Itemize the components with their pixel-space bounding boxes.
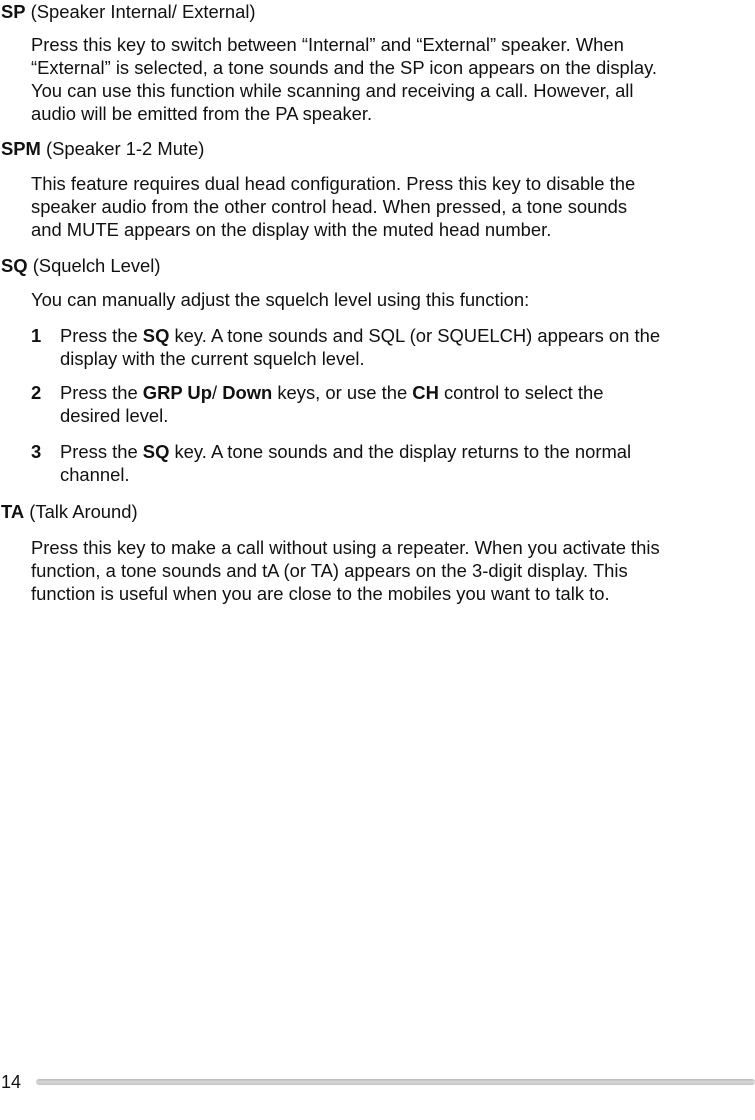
entry-key-sp: SP [1, 1, 26, 22]
step-text-1 [60, 324, 755, 370]
step-number-3: 3 [31, 441, 42, 462]
step-1-rest: key. A tone sounds and SQL (or SQUELCH) appears on the display with the current squelch level. [60, 325, 661, 369]
entry-heading-sp [1, 0, 256, 23]
entry-paragraph-sq: You can manually adjust the squelch level using this function: [31, 289, 530, 310]
step-2-pre: Press the [60, 382, 143, 403]
step-3-pre: Press the [60, 441, 143, 462]
entry-paragraph-spm: This feature requires dual head configuration. Press this key to disable the speaker audio from the other control head. When pressed, a tone sounds and MUTE appears on the display with the muted head number. [31, 173, 636, 240]
step-2-key-down: Down [222, 382, 273, 403]
page-number: 14 [1, 1072, 22, 1092]
entry-key-spm: SPM [1, 138, 41, 159]
entry-paragraph-sp: Press this key to switch between “Internal” and “External” speaker. When “External” is selected, a tone sounds and the SP icon appears on the display. You can use this function while scanning and receiving a call. However, all audio will be emitted from the PA speaker. [31, 34, 658, 124]
entry-desc-sp: (Speaker Internal/ External) [25, 1, 256, 22]
step-3-key-sq: SQ [142, 441, 170, 462]
step-3-rest: key. A tone sounds and the display returns to the normal channel. [60, 441, 632, 485]
entry-key-sq: SQ [1, 255, 28, 276]
step-1-key-sq: SQ [142, 325, 170, 346]
entry-heading-spm [1, 137, 204, 160]
footer-rule [36, 1079, 755, 1085]
entry-desc-ta: (Talk Around) [24, 501, 138, 522]
step-2-key-ch: CH [412, 382, 439, 403]
entry-key-ta: TA [1, 501, 25, 522]
step-2-mid: keys, or use the [272, 382, 413, 403]
step-2-key-grp-up: GRP Up [142, 382, 212, 403]
step-number-1: 1 [31, 325, 42, 346]
entry-desc-spm: (Speaker 1-2 Mute) [40, 138, 205, 159]
entry-desc-sq: (Squelch Level) [27, 255, 161, 276]
entry-paragraph-ta: Press this key to make a call without using a repeater. When you activate this function, a tone sounds and tA (or TA) appears on the 3-digit display. This function is useful when you are close to the mobiles you want to talk to. [31, 537, 660, 604]
step-text-3 [60, 440, 755, 486]
step-2-slash: / [211, 382, 223, 403]
step-text-2 [60, 381, 755, 427]
entry-heading-sq [1, 254, 160, 277]
step-2-rest: control to select the desired level. [60, 382, 604, 426]
step-1-pre: Press the [60, 325, 143, 346]
step-number-2: 2 [31, 382, 42, 403]
entry-heading-ta [1, 500, 138, 523]
